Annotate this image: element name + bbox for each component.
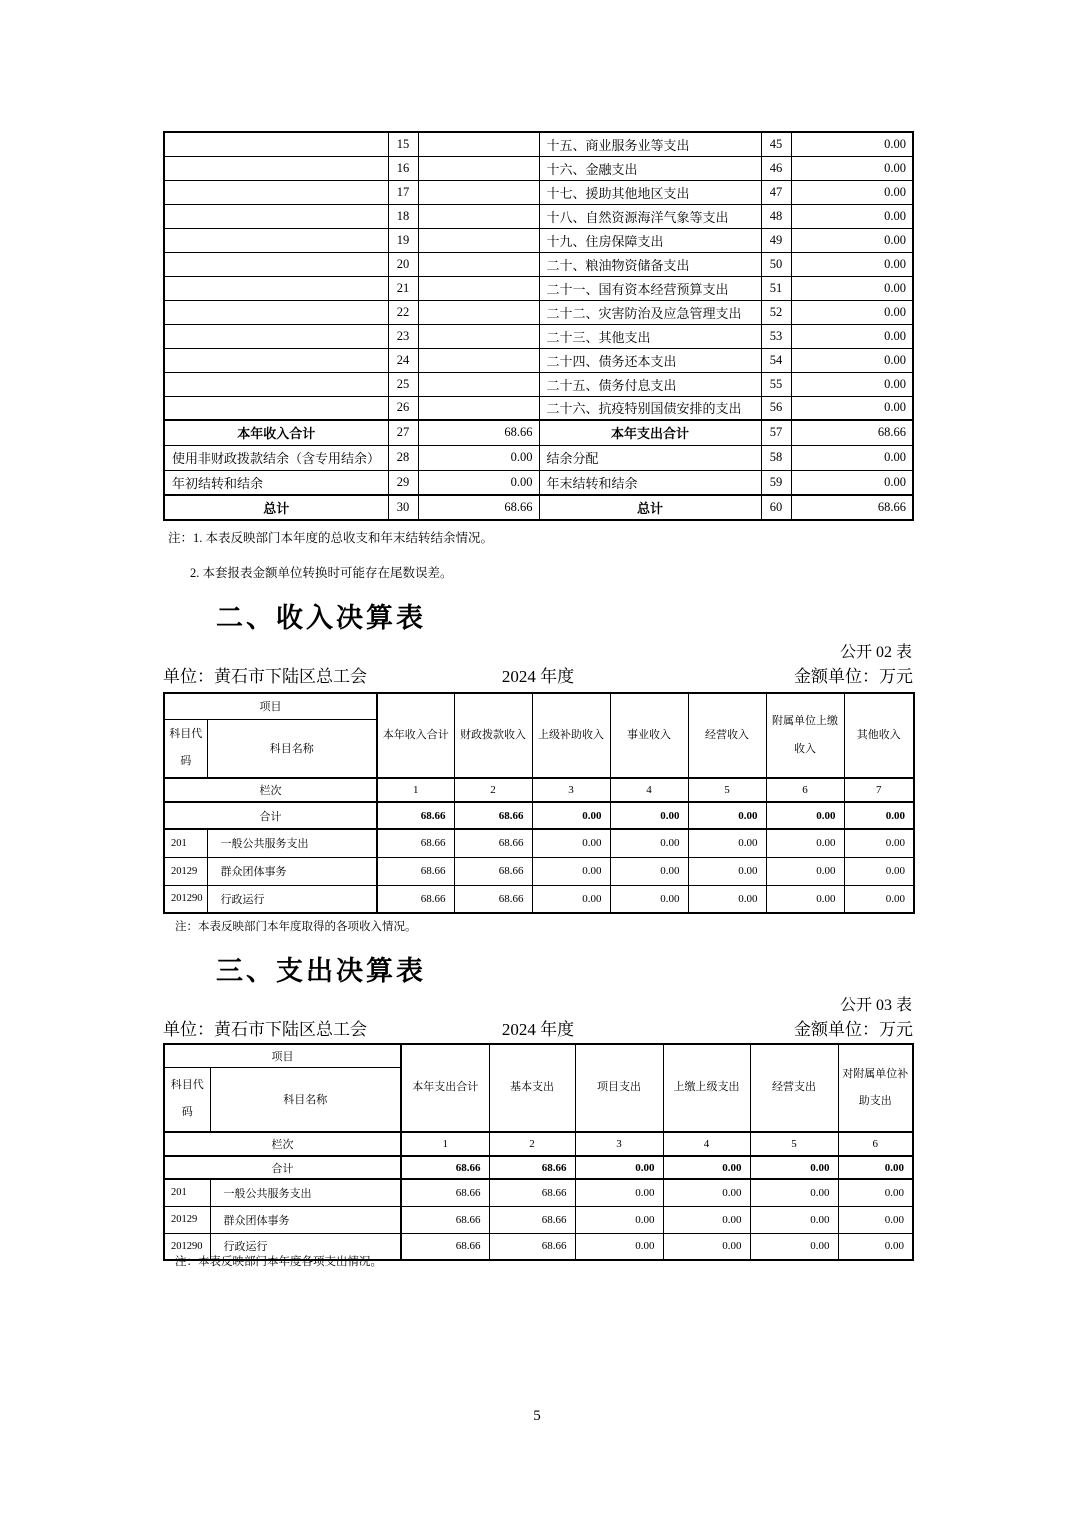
- column-header: 经营收入: [688, 693, 766, 778]
- total-amount: 0.00: [575, 1156, 663, 1179]
- left-item-label: [164, 204, 388, 228]
- table-row: [164, 132, 913, 156]
- income-table: [163, 692, 915, 914]
- left-item-label: [164, 180, 388, 204]
- amount-cell: 68.66: [489, 1179, 575, 1206]
- left-amount: [418, 228, 539, 252]
- subject-name: 一般公共服务支出: [207, 829, 377, 857]
- left-line-no: 21: [388, 276, 418, 300]
- right-line-no: 56: [761, 396, 791, 420]
- right-amount: 0.00: [791, 132, 913, 156]
- left-amount: [418, 156, 539, 180]
- lanci-label: 栏次: [164, 778, 377, 802]
- column-header: 事业收入: [610, 693, 688, 778]
- right-line-no: 52: [761, 300, 791, 324]
- column-header: 其他收入: [844, 693, 914, 778]
- total-amount: 0.00: [766, 802, 844, 829]
- subject-name: 行政运行: [210, 1233, 401, 1260]
- column-header: 基本支出: [489, 1044, 575, 1132]
- table-header-row: [164, 693, 914, 719]
- total-amount: 68.66: [377, 802, 454, 829]
- amount-cell: 68.66: [401, 1179, 489, 1206]
- expenditure-note: 注：本表反映部门本年度各项支出情况。: [175, 1256, 382, 1268]
- total-amount: 0.00: [750, 1156, 838, 1179]
- amount-cell: 0.00: [575, 1206, 663, 1233]
- amount-cell: 68.66: [401, 1206, 489, 1233]
- right-amount: 0.00: [791, 180, 913, 204]
- column-index: 6: [766, 778, 844, 802]
- right-amount: 0.00: [791, 300, 913, 324]
- income-table-code: 公开 02 表: [839, 644, 912, 661]
- right-amount: 0.00: [791, 348, 913, 372]
- table-row: [164, 180, 913, 204]
- column-index: 6: [838, 1132, 913, 1156]
- column-header: 附属单位上缴收入: [766, 693, 844, 778]
- right-amount: 68.66: [791, 420, 913, 445]
- column-index: 2: [489, 1132, 575, 1156]
- expenditure-table: [163, 1043, 914, 1261]
- subject-code: 20129: [164, 1206, 210, 1233]
- amount-cell: 0.00: [766, 885, 844, 913]
- total-amount: 0.00: [688, 802, 766, 829]
- right-amount: 0.00: [791, 156, 913, 180]
- right-line-no: 46: [761, 156, 791, 180]
- left-line-no: 20: [388, 252, 418, 276]
- right-item-label: 十九、住房保障支出: [539, 228, 761, 252]
- left-amount: 0.00: [418, 470, 539, 495]
- right-line-no: 57: [761, 420, 791, 445]
- total-amount: 68.66: [401, 1156, 489, 1179]
- left-line-no: 18: [388, 204, 418, 228]
- total-label: 合计: [164, 802, 377, 829]
- left-amount: [418, 396, 539, 420]
- left-amount: [418, 132, 539, 156]
- income-meta-line: [163, 662, 913, 687]
- left-amount: 68.66: [418, 420, 539, 445]
- amount-cell: 0.00: [532, 829, 610, 857]
- left-item-label: [164, 300, 388, 324]
- table-row: [164, 1206, 913, 1233]
- project-header: 项目: [164, 1044, 401, 1067]
- subject-name: 一般公共服务支出: [210, 1179, 401, 1206]
- column-header: 本年收入合计: [377, 693, 454, 778]
- amount-cell: 68.66: [377, 885, 454, 913]
- left-line-no: 22: [388, 300, 418, 324]
- subject-name: 群众团体事务: [207, 857, 377, 885]
- total-amount: 0.00: [844, 802, 914, 829]
- table-row: [164, 445, 913, 470]
- column-header: 财政拨款收入: [454, 693, 532, 778]
- amount-cell: 0.00: [750, 1233, 838, 1260]
- subject-name: 群众团体事务: [210, 1206, 401, 1233]
- left-item-label: 本年收入合计: [164, 420, 388, 445]
- subject-code: 201: [164, 1179, 210, 1206]
- left-item-label: [164, 372, 388, 396]
- left-line-no: 26: [388, 396, 418, 420]
- left-item-label: [164, 132, 388, 156]
- code-header: 科目代码: [164, 719, 207, 778]
- left-item-label: [164, 348, 388, 372]
- table-row: [164, 300, 913, 324]
- amount-cell: 0.00: [610, 885, 688, 913]
- column-index: 1: [401, 1132, 489, 1156]
- amount-cell: 0.00: [750, 1179, 838, 1206]
- left-item-label: [164, 156, 388, 180]
- column-index: 4: [610, 778, 688, 802]
- grand-total-row: [164, 495, 913, 520]
- total-amount: 68.66: [489, 1156, 575, 1179]
- amount-cell: 68.66: [489, 1233, 575, 1260]
- left-line-no: 15: [388, 132, 418, 156]
- right-line-no: 49: [761, 228, 791, 252]
- left-line-no: 29: [388, 470, 418, 495]
- left-line-no: 24: [388, 348, 418, 372]
- total-amount: 68.66: [454, 802, 532, 829]
- right-line-no: 58: [761, 445, 791, 470]
- right-amount: 0.00: [791, 252, 913, 276]
- amount-cell: 0.00: [688, 885, 766, 913]
- right-amount: 0.00: [791, 396, 913, 420]
- right-item-label: 十五、商业服务业等支出: [539, 132, 761, 156]
- left-amount: [418, 372, 539, 396]
- amount-cell: 0.00: [838, 1206, 913, 1233]
- unit-label: 单位：黄石市下陆区总工会: [163, 1020, 367, 1039]
- table-row: [164, 324, 913, 348]
- amount-cell: 0.00: [838, 1233, 913, 1260]
- right-line-no: 60: [761, 495, 791, 520]
- project-header: 项目: [164, 693, 377, 719]
- right-line-no: 47: [761, 180, 791, 204]
- left-amount: [418, 324, 539, 348]
- amount-cell: 0.00: [663, 1206, 750, 1233]
- total-amount: 0.00: [838, 1156, 913, 1179]
- left-item-label: [164, 396, 388, 420]
- left-amount: [418, 252, 539, 276]
- table-row: [164, 372, 913, 396]
- amount-cell: 0.00: [838, 1179, 913, 1206]
- table-row: [164, 204, 913, 228]
- column-index: 5: [688, 778, 766, 802]
- right-item-label: 二十一、国有资本经营预算支出: [539, 276, 761, 300]
- total-amount: 0.00: [532, 802, 610, 829]
- amount-unit-label: 金额单位：万元: [794, 1020, 913, 1039]
- right-item-label: 年末结转和结余: [539, 470, 761, 495]
- table-row: [164, 1179, 913, 1206]
- amount-cell: 0.00: [844, 829, 914, 857]
- left-line-no: 19: [388, 228, 418, 252]
- left-line-no: 30: [388, 495, 418, 520]
- amount-cell: 0.00: [663, 1233, 750, 1260]
- left-line-no: 23: [388, 324, 418, 348]
- right-item-label: 十八、自然资源海洋气象等支出: [539, 204, 761, 228]
- right-amount: 0.00: [791, 204, 913, 228]
- column-index: 5: [750, 1132, 838, 1156]
- table-row: [164, 348, 913, 372]
- right-item-label: 二十五、债务付息支出: [539, 372, 761, 396]
- left-amount: [418, 300, 539, 324]
- amount-cell: 0.00: [532, 857, 610, 885]
- table-row: [164, 156, 913, 180]
- right-amount: 0.00: [791, 372, 913, 396]
- right-amount: 0.00: [791, 470, 913, 495]
- right-line-no: 53: [761, 324, 791, 348]
- unit-label: 单位：黄石市下陆区总工会: [163, 667, 367, 686]
- left-amount: 0.00: [418, 445, 539, 470]
- income-section-title: 二、收入决算表: [216, 603, 426, 633]
- table-row: [164, 885, 914, 913]
- amount-cell: 0.00: [844, 885, 914, 913]
- right-item-label: 总计: [539, 495, 761, 520]
- summary-table: [163, 131, 914, 521]
- column-index: 3: [532, 778, 610, 802]
- year-label: 2024 年度: [501, 1020, 575, 1039]
- right-item-label: 结余分配: [539, 445, 761, 470]
- code-header: 科目代码: [164, 1067, 210, 1132]
- left-item-label: [164, 324, 388, 348]
- table-row: [164, 276, 913, 300]
- right-item-label: 二十六、抗疫特别国债安排的支出: [539, 396, 761, 420]
- column-index: 1: [377, 778, 454, 802]
- summary-note-2: 2. 本套报表金额单位转换时可能存在尾数误差。: [190, 566, 453, 580]
- amount-cell: 68.66: [454, 857, 532, 885]
- left-amount: [418, 180, 539, 204]
- right-line-no: 45: [761, 132, 791, 156]
- amount-cell: 0.00: [610, 857, 688, 885]
- amount-cell: 0.00: [688, 857, 766, 885]
- right-item-label: 二十、粮油物资储备支出: [539, 252, 761, 276]
- column-header: 上缴上级支出: [663, 1044, 750, 1132]
- expenditure-table-code: 公开 03 表: [839, 997, 912, 1014]
- subject-code: 201290: [164, 1233, 210, 1260]
- left-line-no: 25: [388, 372, 418, 396]
- total-amount: 0.00: [663, 1156, 750, 1179]
- column-header: 本年支出合计: [401, 1044, 489, 1132]
- column-header: 项目支出: [575, 1044, 663, 1132]
- right-item-label: 十七、援助其他地区支出: [539, 180, 761, 204]
- subject-code: 201290: [164, 885, 207, 913]
- table-row: [164, 228, 913, 252]
- amount-cell: 0.00: [610, 829, 688, 857]
- amount-unit-label: 金额单位：万元: [794, 667, 913, 686]
- left-amount: [418, 276, 539, 300]
- amount-cell: 0.00: [532, 885, 610, 913]
- right-amount: 0.00: [791, 324, 913, 348]
- column-index: 7: [844, 778, 914, 802]
- name-header: 科目名称: [207, 719, 377, 778]
- lanci-label: 栏次: [164, 1132, 401, 1156]
- income-note: 注：本表反映部门本年度取得的各项收入情况。: [175, 921, 417, 933]
- amount-cell: 68.66: [401, 1233, 489, 1260]
- left-amount: [418, 204, 539, 228]
- amount-cell: 0.00: [750, 1206, 838, 1233]
- table-row: [164, 396, 913, 420]
- column-header: 上级补助收入: [532, 693, 610, 778]
- right-amount: 0.00: [791, 276, 913, 300]
- column-header: 对附属单位补助支出: [838, 1044, 913, 1132]
- right-item-label: 二十四、债务还本支出: [539, 348, 761, 372]
- right-item-label: 十六、金融支出: [539, 156, 761, 180]
- right-line-no: 51: [761, 276, 791, 300]
- subject-code: 201: [164, 829, 207, 857]
- column-index-row: [164, 778, 914, 802]
- right-item-label: 本年支出合计: [539, 420, 761, 445]
- right-item-label: 二十三、其他支出: [539, 324, 761, 348]
- amount-cell: 68.66: [377, 829, 454, 857]
- column-header: 经营支出: [750, 1044, 838, 1132]
- total-row: [164, 802, 914, 829]
- amount-cell: 68.66: [454, 829, 532, 857]
- amount-cell: 0.00: [844, 857, 914, 885]
- right-amount: 68.66: [791, 495, 913, 520]
- right-line-no: 55: [761, 372, 791, 396]
- total-income-row: [164, 420, 913, 445]
- page-number: 5: [533, 1408, 541, 1424]
- amount-cell: 68.66: [377, 857, 454, 885]
- right-line-no: 50: [761, 252, 791, 276]
- left-amount: 68.66: [418, 495, 539, 520]
- table-row: [164, 252, 913, 276]
- left-line-no: 16: [388, 156, 418, 180]
- expenditure-meta-line: [163, 1015, 913, 1040]
- table-row: [164, 470, 913, 495]
- left-item-label: [164, 276, 388, 300]
- amount-cell: 0.00: [575, 1233, 663, 1260]
- right-line-no: 48: [761, 204, 791, 228]
- left-line-no: 28: [388, 445, 418, 470]
- amount-cell: 0.00: [766, 829, 844, 857]
- amount-cell: 0.00: [575, 1179, 663, 1206]
- year-label: 2024 年度: [501, 667, 575, 686]
- total-label: 合计: [164, 1156, 401, 1179]
- table-row: [164, 829, 914, 857]
- amount-cell: 0.00: [663, 1179, 750, 1206]
- right-line-no: 59: [761, 470, 791, 495]
- name-header: 科目名称: [210, 1067, 401, 1132]
- column-index: 2: [454, 778, 532, 802]
- total-row: [164, 1156, 913, 1179]
- table-header-row: [164, 1044, 913, 1067]
- right-amount: 0.00: [791, 445, 913, 470]
- amount-cell: 0.00: [688, 829, 766, 857]
- column-index: 4: [663, 1132, 750, 1156]
- left-item-label: [164, 252, 388, 276]
- subject-code: 20129: [164, 857, 207, 885]
- column-index: 3: [575, 1132, 663, 1156]
- total-amount: 0.00: [610, 802, 688, 829]
- right-item-label: 二十二、灾害防治及应急管理支出: [539, 300, 761, 324]
- left-amount: [418, 348, 539, 372]
- expenditure-section-title: 三、支出决算表: [216, 956, 426, 986]
- left-line-no: 17: [388, 180, 418, 204]
- table-row: [164, 857, 914, 885]
- summary-note-1: 注：1. 本表反映部门本年度的总收支和年末结转结余情况。: [168, 531, 494, 545]
- amount-cell: 68.66: [454, 885, 532, 913]
- left-line-no: 27: [388, 420, 418, 445]
- left-item-label: 总计: [164, 495, 388, 520]
- left-item-label: 年初结转和结余: [164, 470, 388, 495]
- left-item-label: [164, 228, 388, 252]
- subject-name: 行政运行: [207, 885, 377, 913]
- right-line-no: 54: [761, 348, 791, 372]
- amount-cell: 0.00: [766, 857, 844, 885]
- column-index-row: [164, 1132, 913, 1156]
- right-amount: 0.00: [791, 228, 913, 252]
- amount-cell: 68.66: [489, 1206, 575, 1233]
- left-item-label: 使用非财政拨款结余（含专用结余）: [164, 445, 388, 470]
